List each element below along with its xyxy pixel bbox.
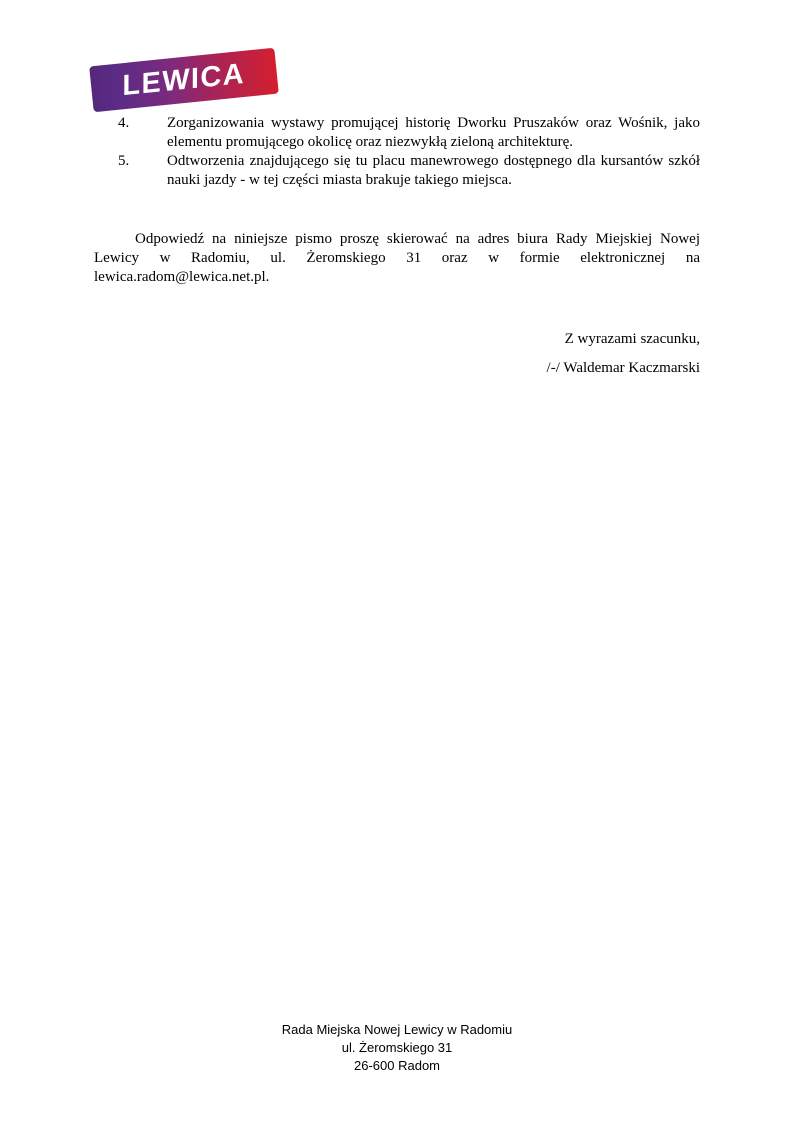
footer-org-name: Rada Miejska Nowej Lewicy w Radomiu: [281, 1022, 513, 1037]
signature-line: /-/ Waldemar Kaczmarski: [546, 360, 700, 376]
letter-body: [94, 114, 700, 378]
list-item-number: 4.: [118, 115, 130, 131]
closing-salutation: Z wyrazami szacunku,: [564, 331, 700, 347]
footer-street: ul. Żeromskiego 31: [341, 1040, 453, 1055]
lewica-logo: [89, 48, 279, 113]
numbered-list: [94, 114, 700, 190]
list-item-number: 5.: [118, 153, 130, 169]
footer-postal-city: 26-600 Radom: [354, 1058, 440, 1073]
list-item: [94, 114, 700, 152]
lewica-logo-text: LEWICA: [122, 57, 246, 102]
list-item-text: Odtworzenia znajdującego się tu placu manewrowego dostępnego dla kursantów szkół nauki jazdy - w tej części miasta brakuje takiego miejsca.: [167, 153, 700, 188]
list-item-text: Zorganizowania wystawy promującej historię Dworku Pruszaków oraz Wośnik, jako elementu promującego okolicę oraz niezwykłą zieloną architekturę.: [167, 115, 700, 150]
list-item: [94, 152, 700, 190]
footer: [0, 1021, 794, 1075]
body-paragraph: Odpowiedź na niniejsze pismo proszę skierować na adres biura Rady Miejskiej Nowej Lewicy w Radomiu, ul. Żeromskiego 31 oraz w formie elektronicznej na lewica.radom@lewica.net.pl.: [94, 231, 700, 285]
closing-block: [94, 330, 700, 378]
